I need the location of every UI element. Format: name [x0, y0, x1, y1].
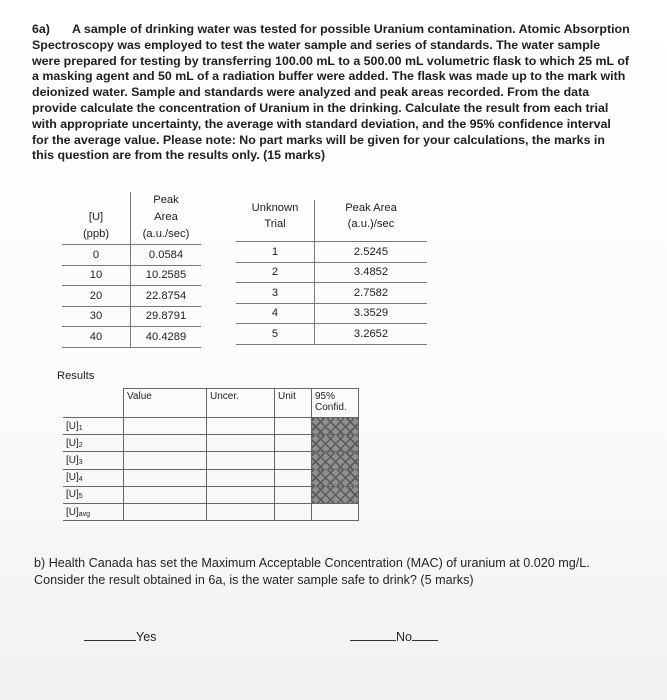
results-title: Results: [57, 370, 95, 382]
cell-peak-area: 0.0584: [131, 245, 202, 266]
cell-trial: 3: [236, 283, 315, 304]
confidence-cell-disabled: [312, 469, 359, 486]
header-line: Peak Area: [345, 202, 397, 214]
cell-trial: 4: [236, 303, 315, 324]
row-label-base: [U]: [66, 506, 79, 518]
header-line: Confid.: [315, 402, 347, 413]
row-label-base: [U]: [66, 454, 79, 466]
results-row: [63, 418, 359, 435]
confidence-cell-disabled: [312, 486, 359, 503]
header-line: Peak: [153, 194, 179, 206]
header-line: (a.u.)/sec: [347, 218, 395, 230]
choice-yes[interactable]: [84, 626, 156, 644]
header-unknown-peak-area: [315, 200, 428, 242]
cell-peak-area: 3.4852: [315, 262, 428, 283]
header-line: Area: [154, 211, 178, 223]
row-label: [63, 503, 124, 520]
row-label-base: [U]: [66, 437, 79, 449]
row-label-sub: 2: [78, 441, 83, 449]
row-label-base: [U]: [66, 420, 79, 432]
unit-cell[interactable]: [275, 418, 312, 435]
question-6a-text: A sample of drinking water was tested for possible Uranium contamination. Atomic Absorption Spectroscopy was employed to test the water sample and series of standards. The water sample were prepared for testing by transferring 100.00 mL to a 500.00 mL volumetric flask to which 25 mL of a masking agent and 50 mL of a radiation buffer were added. The flask was made up to the mark with deionized water. Sample and standards were analyzed and peak areas recorded. From the data provide calculate the concentration of Uranium in the drinking. Calculate the result from each trial with appropriate uncertainty, the average with standard deviation, and the 95% confidence interval for the average value. Please note: No part marks will be given for your calculations, the marks in this question are from the results only. (15 marks): [32, 22, 630, 163]
table-row: [62, 245, 201, 266]
header-unknown-trial: [236, 200, 315, 242]
row-label: [63, 486, 124, 503]
row-label: [63, 435, 124, 452]
cell-peak-area: 22.8754: [131, 286, 202, 307]
header-unit: Unit: [275, 389, 312, 418]
results-header-row: [63, 389, 359, 418]
header-concentration: [62, 192, 131, 245]
header-confidence: [312, 389, 359, 418]
results-row: [63, 469, 359, 486]
unit-cell[interactable]: [275, 435, 312, 452]
table-row: [236, 262, 427, 283]
header-line: [U]: [88, 211, 104, 223]
table-row: [236, 324, 427, 345]
unit-cell[interactable]: [275, 486, 312, 503]
row-label-sub: avg: [78, 510, 91, 518]
uncertainty-cell[interactable]: [207, 503, 275, 520]
table-row: [236, 242, 427, 263]
row-label-base: [U]: [66, 472, 79, 484]
value-cell[interactable]: [124, 503, 207, 520]
cell-trial: 1: [236, 242, 315, 263]
uncertainty-cell[interactable]: [207, 452, 275, 469]
header-value: Value: [124, 389, 207, 418]
cell-concentration: 0: [62, 245, 131, 266]
choice-no[interactable]: [350, 626, 438, 644]
answer-blank[interactable]: [350, 626, 396, 641]
row-label-sub: 1: [78, 424, 83, 432]
header-line: (ppb): [82, 228, 110, 240]
header-line: Unknown: [251, 202, 299, 214]
results-table: [63, 388, 359, 521]
results-row: [63, 503, 359, 520]
cell-concentration: 40: [62, 327, 131, 348]
question-6a-paragraph: [32, 22, 630, 164]
value-cell[interactable]: [124, 418, 207, 435]
cell-trial: 2: [236, 262, 315, 283]
results-row: [63, 486, 359, 503]
cell-peak-area: 2.7582: [315, 283, 428, 304]
row-label: [63, 469, 124, 486]
cell-peak-area: 3.3529: [315, 303, 428, 324]
unit-cell[interactable]: [275, 452, 312, 469]
row-label-base: [U]: [66, 489, 79, 501]
uncertainty-cell[interactable]: [207, 469, 275, 486]
cell-peak-area: 40.4289: [131, 327, 202, 348]
header-line: Trial: [264, 218, 286, 230]
confidence-cell-disabled: [312, 435, 359, 452]
cell-concentration: 10: [62, 265, 131, 286]
cell-concentration: 20: [62, 286, 131, 307]
header-line: 95%: [315, 391, 336, 402]
uncertainty-cell[interactable]: [207, 435, 275, 452]
uncertainty-cell[interactable]: [207, 418, 275, 435]
table-row: [62, 286, 201, 307]
table-row: [62, 265, 201, 286]
row-label: [63, 452, 124, 469]
unknown-header-row: [236, 200, 427, 242]
value-cell[interactable]: [124, 435, 207, 452]
cell-trial: 5: [236, 324, 315, 345]
results-corner: [63, 389, 124, 418]
unknown-table: [236, 200, 427, 345]
table-row: [62, 327, 201, 348]
cell-peak-area: 2.5245: [315, 242, 428, 263]
row-label-sub: 5: [78, 493, 83, 501]
row-label-sub: 4: [78, 476, 83, 484]
value-cell[interactable]: [124, 469, 207, 486]
value-cell[interactable]: [124, 486, 207, 503]
choice-no-label: No: [396, 630, 412, 644]
results-row: [63, 452, 359, 469]
unit-cell[interactable]: [275, 469, 312, 486]
answer-blank[interactable]: [84, 626, 136, 641]
table-row: [236, 303, 427, 324]
cell-concentration: 30: [62, 306, 131, 327]
row-label: [63, 418, 124, 435]
unit-cell[interactable]: [275, 503, 312, 520]
row-label-sub: 3: [78, 458, 83, 466]
standards-table: [62, 192, 201, 348]
question-6b-text: b) Health Canada has set the Maximum Acceptable Concentration (MAC) of uranium at 0.020 mg/L. Consider the result obtained in 6a, is the water sample safe to drink? (5 marks): [34, 556, 590, 587]
cell-peak-area: 10.2585: [131, 265, 202, 286]
header-line: (a.u./sec): [142, 228, 190, 240]
header-peak-area: [131, 192, 202, 245]
question-6a-label: 6a): [32, 22, 50, 36]
answer-blank[interactable]: [412, 626, 438, 641]
cell-peak-area: 29.8791: [131, 306, 202, 327]
standards-header-row: [62, 192, 201, 245]
results-row: [63, 435, 359, 452]
confidence-cell-disabled: [312, 452, 359, 469]
table-row: [236, 283, 427, 304]
confidence-cell[interactable]: [312, 503, 359, 520]
choice-yes-label: Yes: [136, 630, 157, 644]
table-row: [62, 306, 201, 327]
value-cell[interactable]: [124, 452, 207, 469]
uncertainty-cell[interactable]: [207, 486, 275, 503]
header-uncertainty: Uncer.: [207, 389, 275, 418]
cell-peak-area: 3.2652: [315, 324, 428, 345]
confidence-cell-disabled: [312, 418, 359, 435]
